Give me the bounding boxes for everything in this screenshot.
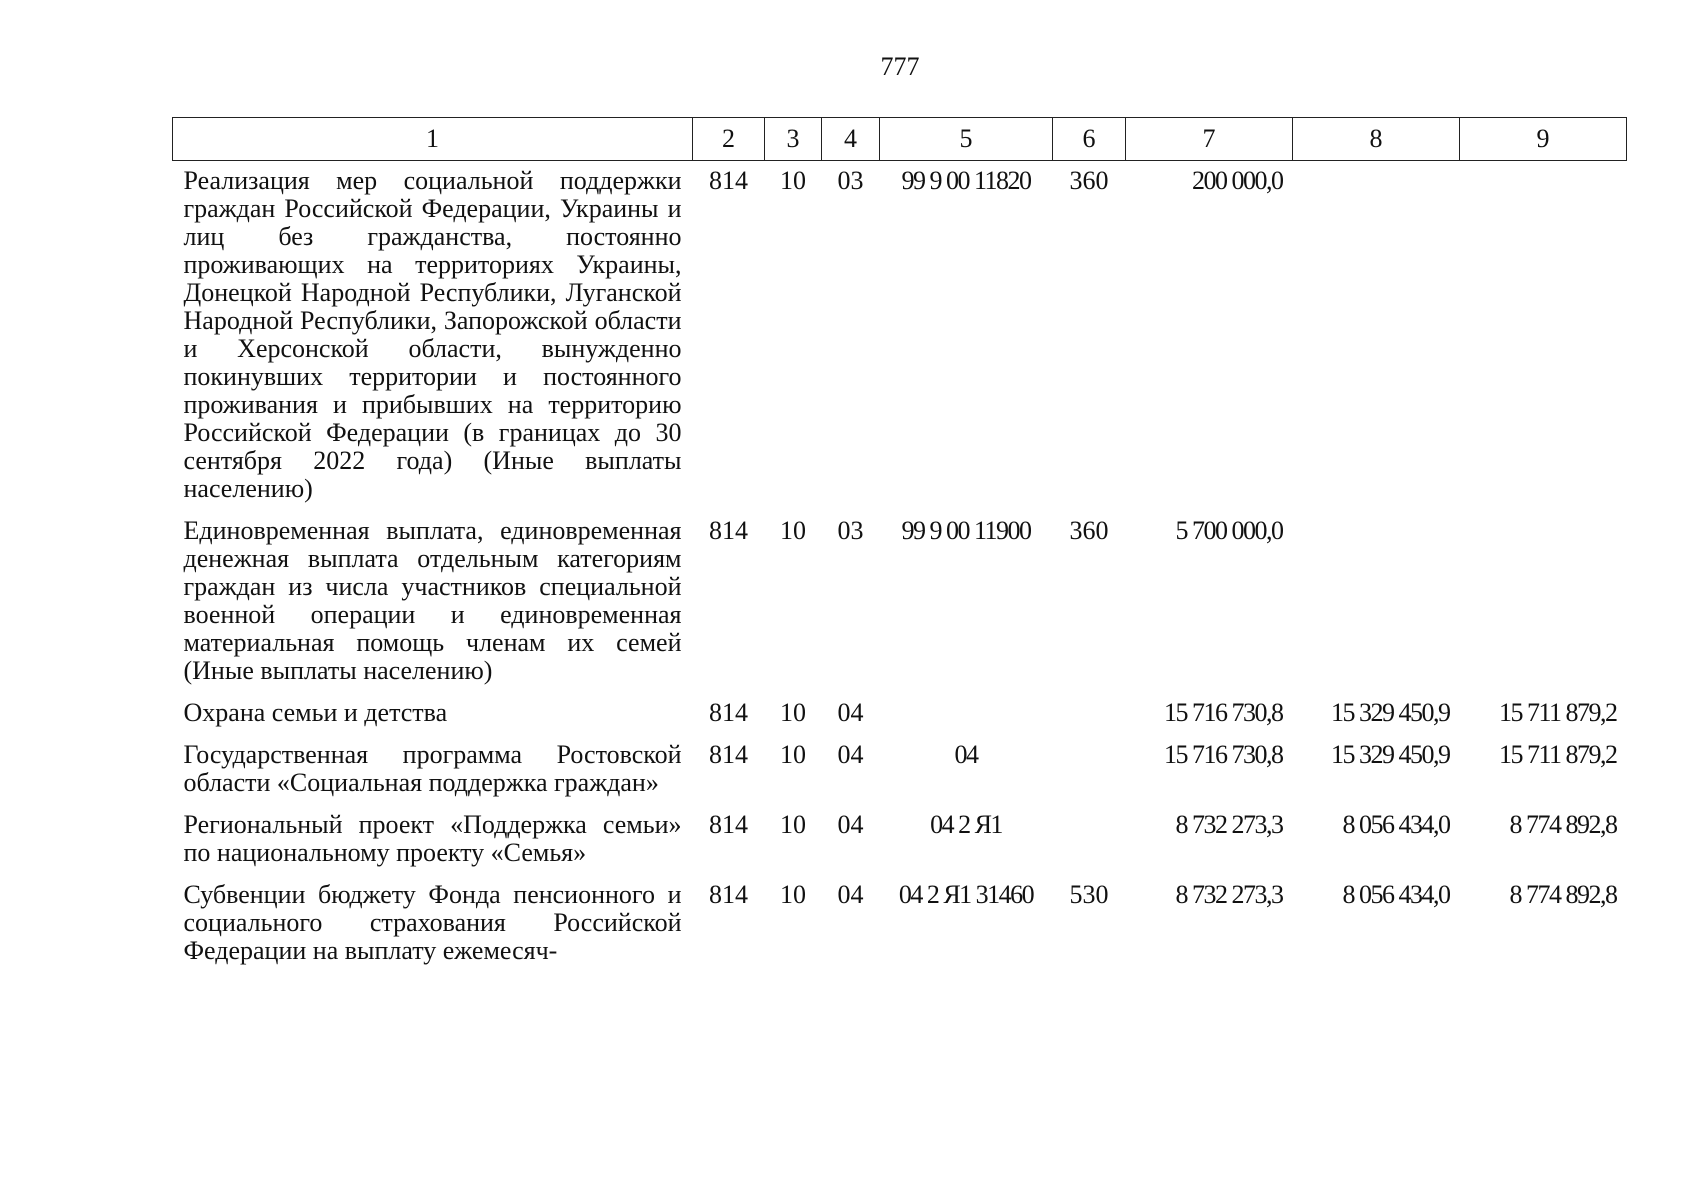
cell-c7: 15 716 730,8	[1164, 740, 1283, 769]
cell-c4: 04	[837, 810, 864, 839]
cell-c2: 814	[709, 166, 748, 195]
cell-c9: 8 774 892,8	[1509, 810, 1617, 839]
cell-c7: 200 000,0	[1192, 166, 1283, 195]
cell-c6	[1053, 741, 1126, 811]
cell-c5: 04 2 Я1	[930, 810, 1002, 839]
cell-c2: 814	[709, 516, 748, 545]
row-name: Охрана семьи и детства	[183, 698, 448, 727]
cell-c3: 10	[780, 166, 806, 195]
table-row	[173, 699, 1627, 741]
cell-c6: 360	[1069, 166, 1109, 195]
cell-c9: 15 711 879,2	[1498, 740, 1617, 769]
row-name: Государственная программа Ростовской области «Социальная поддержка граждан»	[183, 740, 682, 797]
cell-c9: 15 711 879,2	[1498, 698, 1617, 727]
cell-c3: 10	[780, 810, 806, 839]
cell-c8: 8 056 434,0	[1342, 810, 1450, 839]
cell-c8	[1293, 517, 1460, 699]
cell-c8: 8 056 434,0	[1342, 880, 1450, 909]
cell-c2: 814	[709, 810, 748, 839]
cell-c8	[1293, 161, 1460, 518]
cell-c7: 5 700 000,0	[1175, 516, 1283, 545]
row-name: Региональный проект «Поддержка семьи» по национальному проекту «Семья»	[183, 810, 682, 867]
cell-c3: 10	[780, 740, 806, 769]
cell-c6: 530	[1069, 880, 1109, 909]
table-row	[173, 517, 1627, 699]
header-cell: 1	[173, 118, 693, 161]
cell-c8: 15 329 450,9	[1331, 740, 1450, 769]
header-cell: 2	[693, 118, 765, 161]
cell-c3: 10	[780, 880, 806, 909]
cell-c5: 04	[954, 740, 978, 769]
page-number: 777	[880, 52, 920, 81]
budget-table	[172, 117, 1627, 979]
header-cell: 7	[1126, 118, 1293, 161]
cell-c4: 04	[837, 698, 864, 727]
header-cell: 3	[765, 118, 822, 161]
row-name: Субвенции бюджету Фонда пенсионного и социального страхования Российской Федерации на выплату ежемесяч-	[183, 880, 682, 965]
cell-c9: 8 774 892,8	[1509, 880, 1617, 909]
cell-c4: 04	[837, 740, 864, 769]
table-row	[173, 881, 1627, 979]
cell-c3: 10	[780, 516, 806, 545]
table-row	[173, 161, 1627, 518]
cell-c3: 10	[780, 698, 806, 727]
cell-c7: 15 716 730,8	[1164, 698, 1283, 727]
header-row	[173, 118, 1627, 161]
header-cell: 4	[822, 118, 880, 161]
cell-c9	[1460, 517, 1627, 699]
header-cell: 9	[1460, 118, 1627, 161]
cell-c6	[1053, 699, 1126, 741]
cell-c5: 99 9 00 11820	[901, 166, 1031, 195]
cell-c7: 8 732 273,3	[1175, 880, 1283, 909]
row-name: Единовременная выплата, единовременная денежная выплата отдельным категориям граждан из числа участников специальной военной операции и единовременная материальная помощь членам их семей (Иные выплаты населению)	[183, 516, 682, 685]
cell-c4: 04	[837, 880, 864, 909]
cell-c6: 360	[1069, 516, 1109, 545]
cell-c2: 814	[709, 740, 748, 769]
table-row	[173, 741, 1627, 811]
cell-c2: 814	[709, 698, 748, 727]
cell-c5: 04 2 Я1 31460	[898, 880, 1034, 909]
cell-c6	[1053, 811, 1126, 881]
cell-c4: 03	[837, 166, 864, 195]
header-cell: 8	[1293, 118, 1460, 161]
header-cell: 6	[1053, 118, 1126, 161]
table-row	[173, 811, 1627, 881]
cell-c7: 8 732 273,3	[1175, 810, 1283, 839]
cell-c4: 03	[837, 516, 864, 545]
cell-c2: 814	[709, 880, 748, 909]
header-cell: 5	[880, 118, 1053, 161]
cell-c5: 99 9 00 11900	[901, 516, 1031, 545]
cell-c9	[1460, 161, 1627, 518]
cell-c5	[880, 699, 1053, 741]
row-name: Реализация мер социальной поддержки граждан Российской Федерации, Украины и лиц без гражданства, постоянно проживающих на территориях Украины, Донецкой Народной Республики, Луганской Народной Республики, Запорожской области и Херсонской области, вынужденно покинувших территории и постоянного проживания и прибывших на территорию Российской Федерации (в границах до 30 сентября 2022 года) (Иные выплаты населению)	[183, 166, 682, 503]
cell-c8: 15 329 450,9	[1331, 698, 1450, 727]
